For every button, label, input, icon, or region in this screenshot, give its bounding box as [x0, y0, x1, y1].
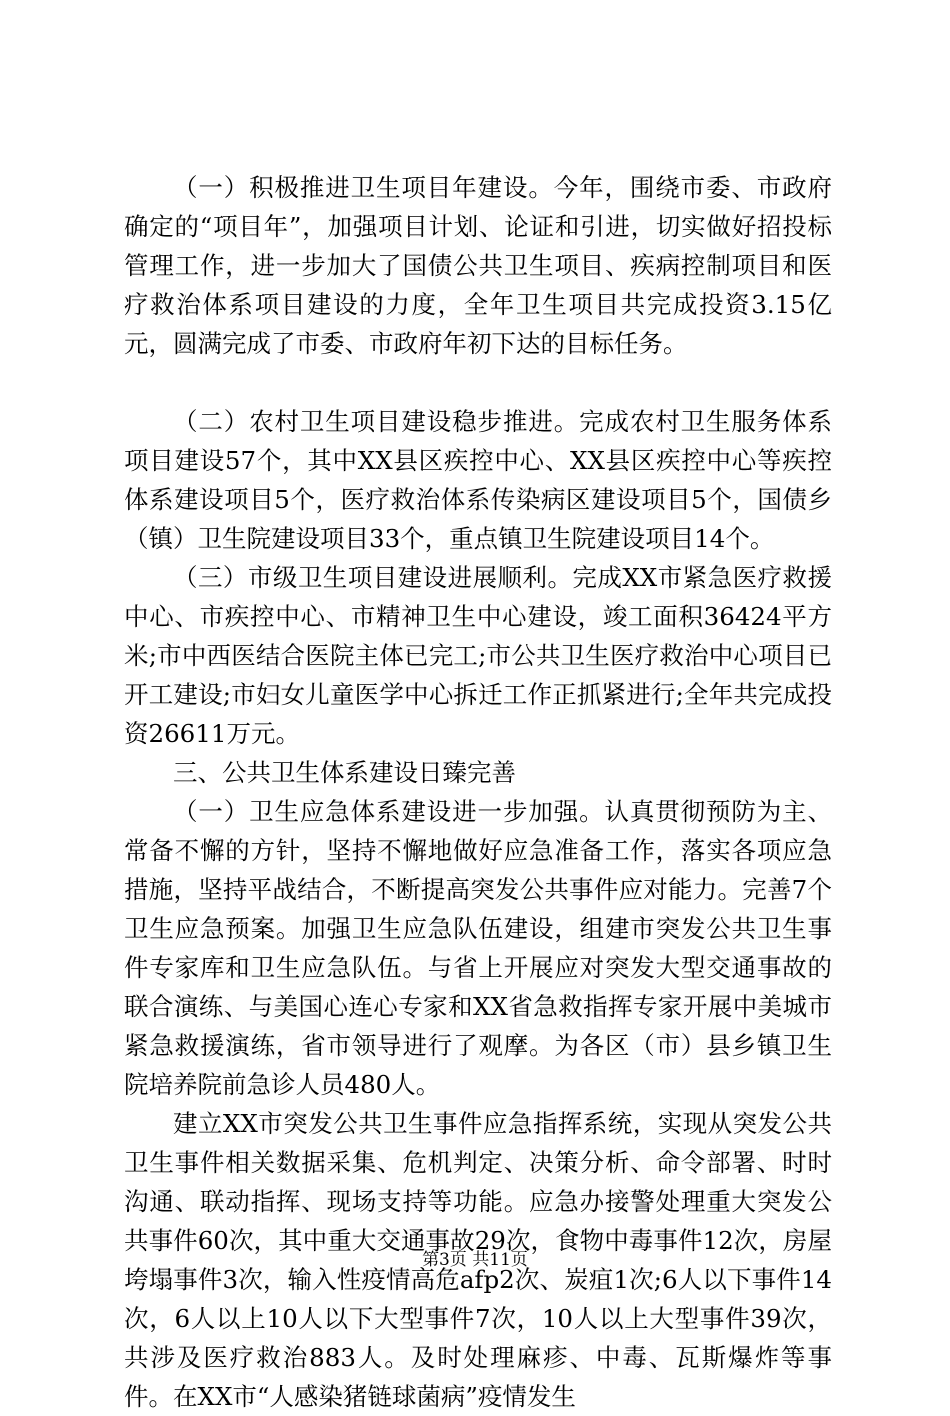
page-number-footer: 第3页 共11页 — [422, 1250, 528, 1270]
document-body — [124, 168, 832, 1416]
paragraph-health-project-year: （一）积极推进卫生项目年建设。今年，围绕市委、市政府确定的“项目年”，加强项目计划、论证和引进，切实做好招投标管理工作，进一步加大了国债公共卫生项目、疾病控制项目和医疗救治体系项目建设的力度，全年卫生项目共完成投资3.15亿元，圆满完成了市委、市政府年初下达的目标任务。 — [124, 173, 832, 358]
paragraph-city-health-projects: （三）市级卫生项目建设进展顺利。完成XX市紧急医疗救援中心、市疾控中心、市精神卫生中心建设，竣工面积36424平方米;市中西医结合医院主体已完工;市公共卫生医疗救治中心项目已开工建设;市妇女儿童医学中心拆迁工作正抓紧进行;全年共完成投资26611万元。 — [124, 563, 832, 748]
paragraph-emergency-system: （一）卫生应急体系建设进一步加强。认真贯彻预防为主、常备不懈的方针，坚持不懈地做好应急准备工作，落实各项应急措施，坚持平战结合，不断提高突发公共事件应对能力。完善7个卫生应急预案。加强卫生应急队伍建设，组建市突发公共卫生事件专家库和卫生应急队伍。与省上开展应对突发大型交通事故的联合演练、与美国心连心专家和XX省急救指挥专家开展中美城市紧急救援演练，省市领导进行了观摩。为各区（市）县乡镇卫生院培养院前急诊人员480人。 — [124, 797, 832, 1099]
paragraph-rural-health-projects: （二）农村卫生项目建设稳步推进。完成农村卫生服务体系项目建设57个，其中XX县区疾控中心、XX县区疾控中心等疾控体系建设项目5个，医疗救治体系传染病区建设项目5个，国债乡（镇）卫生院建设项目33个，重点镇卫生院建设项目14个。 — [124, 407, 832, 553]
section-heading-public-health: 三、公共卫生体系建设日臻完善 — [173, 758, 516, 787]
paragraph-emergency-command-system: 建立XX市突发公共卫生事件应急指挥系统，实现从突发公共卫生事件相关数据采集、危机判定、决策分析、命令部署、时时沟通、联动指挥、现场支持等功能。应急办接警处理重大突发公共事件60次，其中重大交通事故29次，食物中毒事件12次，房屋垮塌事件3次，输入性疫情高危afp2次、炭疽1次;6人以下事件14次，6人以上10人以下大型事件7次，10人以上大型事件39次，共涉及医疗救治883人。及时处理麻疹、中毒、瓦斯爆炸等事件。在XX市“人感染猪链球菌病”疫情发生 — [124, 1109, 832, 1411]
